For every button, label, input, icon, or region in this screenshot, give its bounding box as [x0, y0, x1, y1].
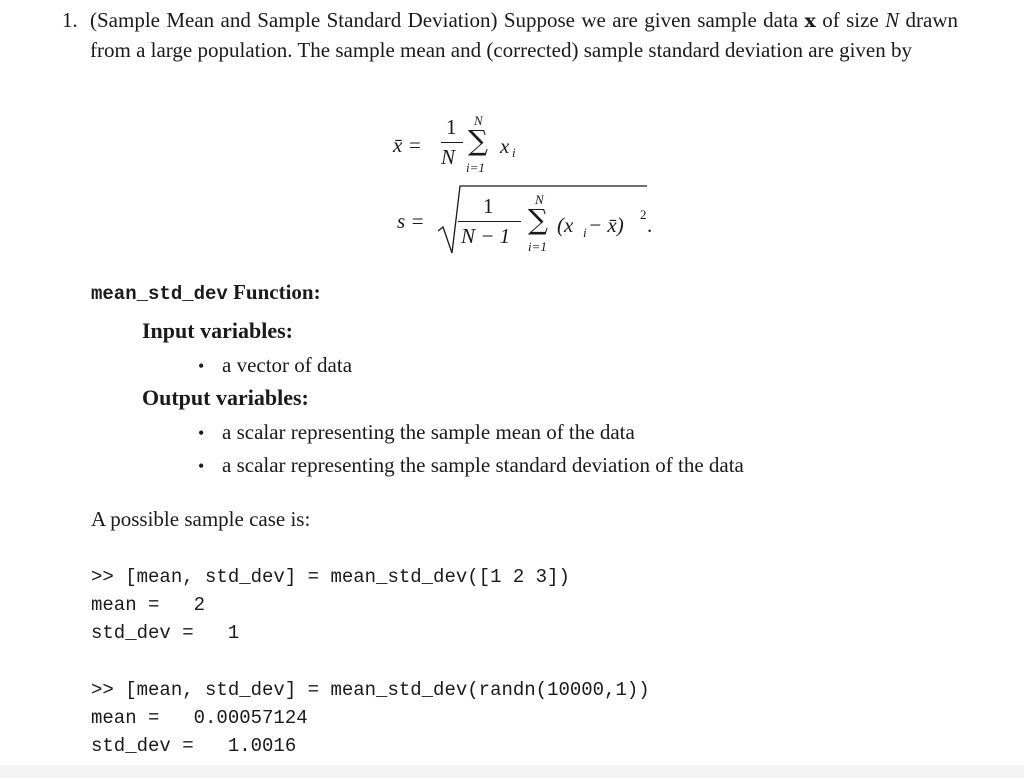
mean-sum-lower: i=1 — [466, 160, 485, 175]
example1-std: std_dev = 1 — [91, 622, 240, 644]
std-formula — [0, 0, 1024, 270]
input-heading: Input variables: — [142, 318, 293, 343]
example2-mean: mean = 0.00057124 — [91, 707, 308, 729]
function-heading — [91, 280, 321, 305]
sample-intro: A possible sample case is: — [91, 507, 311, 531]
size-variable: N — [885, 8, 900, 32]
mean-sigma: ∑ — [468, 124, 488, 157]
std-frac-den: N − 1 — [461, 224, 511, 248]
std-sigma: ∑ — [528, 203, 548, 236]
std-frac-bar — [458, 221, 521, 222]
mean-xi: x — [500, 134, 510, 158]
std-lhs: s = — [397, 209, 425, 233]
mean-xi-sub: i — [512, 145, 516, 160]
output-item — [198, 420, 635, 445]
problem-number: 1. — [62, 8, 78, 32]
output-item — [198, 453, 744, 478]
example1-mean: mean = 2 — [91, 594, 206, 616]
example1-prompt: >> [mean, std_dev] = mean_std_dev([1 2 3]) — [91, 566, 570, 588]
bullet: • — [198, 456, 205, 476]
std-power: 2 — [640, 207, 647, 222]
bullet: • — [198, 356, 205, 376]
function-label: Function: — [233, 280, 321, 304]
intro-text-2: of size — [815, 8, 886, 32]
output-item-text: a scalar representing the sample standard deviation of the data — [222, 453, 744, 477]
output-item-text: a scalar representing the sample mean of the data — [222, 420, 635, 444]
std-term-sub: i — [583, 225, 587, 240]
mean-sum-upper: N — [474, 113, 483, 128]
input-item — [198, 353, 352, 378]
example2-std: std_dev = 1.0016 — [91, 735, 297, 757]
mean-frac-num: 1 — [446, 115, 457, 139]
std-term-rest: − x̄) — [588, 213, 624, 237]
example2-prompt: >> [mean, std_dev] = mean_std_dev(randn(10000,1)) — [91, 679, 650, 701]
input-item-text: a vector of data — [222, 353, 353, 377]
intro-text-1: (Sample Mean and Sample Standard Deviation) Suppose we are given sample data — [90, 8, 805, 32]
mean-lhs: x̄ = — [393, 133, 422, 157]
page-bottom-edge — [0, 765, 1024, 778]
std-period: . — [647, 213, 653, 237]
std-sum-upper: N — [535, 192, 544, 207]
bullet: • — [198, 423, 205, 443]
function-name: mean_std_dev — [91, 283, 228, 305]
std-sum-lower: i=1 — [528, 239, 547, 254]
std-term: (x — [557, 213, 574, 237]
std-frac-num: 1 — [483, 194, 494, 218]
mean-frac-den: N — [441, 145, 456, 169]
output-heading: Output variables: — [142, 385, 309, 410]
intro-text-3: drawn from a large population. The sample mean and (corrected) sample standard deviation are given by — [90, 8, 958, 62]
data-variable: x — [804, 10, 816, 32]
